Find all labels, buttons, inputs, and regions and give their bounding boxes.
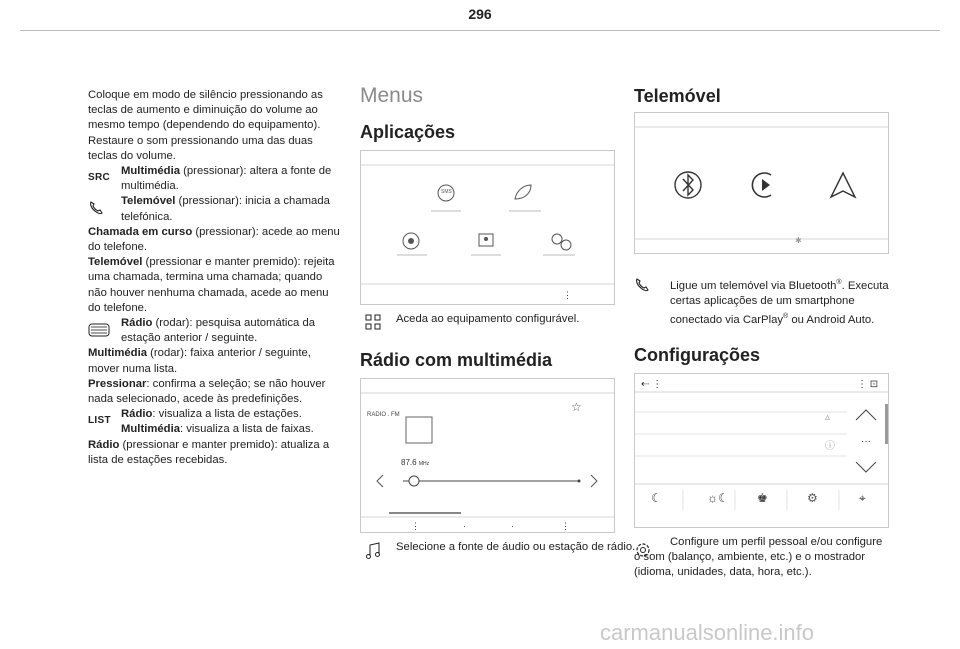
- src-term: Multimédia: [121, 165, 180, 178]
- registered-mark: ®: [836, 279, 842, 286]
- phone-hold-term: Telemóvel: [88, 256, 143, 269]
- configuracoes-screen: [634, 373, 889, 528]
- telemovel-title: Telemóvel: [634, 86, 721, 106]
- eco-app-icon[interactable]: [509, 185, 541, 211]
- telemovel-caption-2: . Executa certas aplicações de um smartphone conectado via CarPlay: [670, 279, 889, 326]
- phone-entry: [88, 194, 344, 224]
- phone-handset-icon: [634, 277, 650, 293]
- list-icon: LIST: [88, 415, 111, 427]
- profile-icon: ♚: [757, 491, 768, 505]
- scroll-down-icon: [856, 462, 876, 472]
- next-station-icon: [591, 475, 597, 487]
- radio-hold-term: Rádio: [88, 438, 120, 451]
- frequency-value: 87.6: [401, 458, 417, 467]
- driving-app-icon[interactable]: [397, 233, 427, 255]
- list-entry: [88, 407, 344, 437]
- contacts-app-icon[interactable]: [471, 234, 501, 255]
- press-term: Pressionar: [88, 377, 147, 390]
- tuning-cursor: [409, 476, 419, 486]
- apps-grid-icon: [365, 314, 381, 330]
- location-icon: ⌖: [859, 491, 866, 505]
- list-radio-term: Rádio: [121, 408, 153, 421]
- telemovel-caption-1: Ligue um telemóvel via Bluetooth: [670, 279, 837, 292]
- night-mode-icon: ☾: [651, 491, 662, 505]
- favorite-star-icon: ☆: [571, 400, 582, 414]
- intro-paragraph: Coloque em modo de silêncio pressionando as teclas de aumento e diminuição do volume ao mesmo tempo (dependendo do equipamento). Restaure o som pressionando uma das duas teclas do volume.: [88, 89, 323, 162]
- multimedia-term: Multimédia: [88, 347, 147, 360]
- radio-source-label: RADIO . FM: [367, 412, 400, 418]
- call-entry: [88, 225, 344, 255]
- telemovel-caption-3: ou Android Auto.: [788, 313, 875, 326]
- list-multimedia-description: : visualiza a lista de faixas.: [180, 423, 314, 436]
- phone-hold-description: (pressionar e manter premido): rejeita uma chamada, termina uma chamada; quando não houver nenhuma chamada, acede ao menu do telefone.: [88, 256, 335, 314]
- configuracoes-caption: Configure um perfil pessoal e/ou configure o som (balanço, ambiente, etc.) e o mostrador (idioma, unidades, data, hora, etc.).: [634, 536, 883, 578]
- android-auto-icon[interactable]: [831, 173, 855, 197]
- svg-text:·: ·: [463, 521, 466, 531]
- aplicacoes-caption-block: [365, 312, 646, 327]
- radio-knob-entry: [88, 316, 344, 346]
- page-number: 296: [468, 6, 492, 22]
- svg-text:SMS: SMS: [441, 189, 452, 195]
- radio-term: Rádio: [121, 317, 153, 330]
- radio-caption: Selecione a fonte de áudio ou estação de rádio.: [396, 541, 636, 553]
- delete-icon: ⋮ ⊡: [857, 379, 879, 390]
- configuracoes-caption-block: [634, 535, 889, 580]
- configuracoes-title: Configurações: [634, 345, 761, 365]
- aplicacoes-caption: Aceda ao equipamento configurável.: [396, 313, 580, 325]
- src-entry: [88, 164, 344, 194]
- list-radio-description: : visualiza a lista de estações.: [152, 408, 302, 421]
- radio-description: (rodar): pesquisa automática da estação anterior / seguinte.: [121, 317, 316, 345]
- radio-caption-block: [365, 540, 646, 555]
- svg-text:✱: ✱: [795, 236, 802, 245]
- phone-term: Telemóvel: [121, 195, 176, 208]
- aplicacoes-title: Aplicações: [360, 122, 456, 142]
- left-column: [88, 88, 344, 468]
- telemovel-caption-block: [634, 275, 889, 328]
- svg-text:▵: ▵: [825, 412, 831, 423]
- svg-text:ⓘ: ⓘ: [825, 441, 835, 452]
- aplicacoes-screen: [360, 150, 615, 305]
- settings-gear-icon: ⚙: [807, 491, 818, 505]
- call-description: (pressionar): acede ao menu do telefone.: [88, 225, 340, 254]
- radio-hold-entry: [88, 438, 344, 468]
- src-description: (pressionar): altera a fonte de multimédia.: [121, 165, 332, 193]
- svg-text:⋮: ⋮: [411, 521, 420, 531]
- phone-description: (pressionar): inicia a chamada telefónica.: [121, 195, 330, 223]
- knob-icon: [88, 322, 110, 346]
- press-entry: [88, 377, 344, 407]
- station-artwork: [406, 417, 432, 443]
- frequency-unit: MHz: [418, 461, 430, 467]
- multimedia-description: (rodar): faixa anterior / seguinte, mover numa lista.: [88, 347, 311, 375]
- scroll-up-icon: [856, 410, 876, 420]
- press-description: : confirma a seleção; se não houver nada selecionado, acede às predefinições.: [88, 377, 326, 406]
- menus-title: Menus: [360, 84, 424, 107]
- list-multimedia-term: Multimédia: [121, 423, 180, 436]
- bluetooth-icon[interactable]: [675, 172, 701, 198]
- radio-frequency: [401, 458, 429, 467]
- footer-watermark: carmanualsonline.info: [600, 620, 815, 645]
- settings-clock-app-icon[interactable]: [543, 234, 575, 255]
- carplay-icon[interactable]: [752, 173, 771, 197]
- back-arrow-icon: ⇠ ⋮: [641, 379, 663, 390]
- multimedia-entry: [88, 346, 344, 376]
- svg-text:···: ···: [861, 436, 871, 447]
- radio-screen: [360, 378, 615, 533]
- registered-mark-2: ®: [783, 312, 789, 320]
- music-note-icon: [365, 542, 381, 560]
- telemovel-screen: [634, 112, 889, 254]
- brightness-icon: ☼☾: [707, 491, 729, 505]
- scroll-thumb: [885, 404, 888, 444]
- more-menu-icon: ⋮: [563, 290, 572, 300]
- phone-icon: [88, 200, 104, 224]
- prev-station-icon: [377, 475, 383, 487]
- src-icon: SRC: [88, 172, 111, 184]
- svg-text:⋮: ⋮: [561, 521, 570, 531]
- call-term: Chamada em curso: [88, 225, 193, 238]
- radio-title: Rádio com multimédia: [360, 350, 553, 370]
- gear-icon: [634, 541, 652, 559]
- header-divider: [20, 30, 940, 31]
- sms-app-icon[interactable]: [431, 185, 461, 211]
- svg-text:·: ·: [511, 521, 514, 531]
- phone-hold-entry: [88, 255, 344, 316]
- radio-hold-description: (pressionar e manter premido): atualiza a lista de estações recebidas.: [88, 438, 330, 466]
